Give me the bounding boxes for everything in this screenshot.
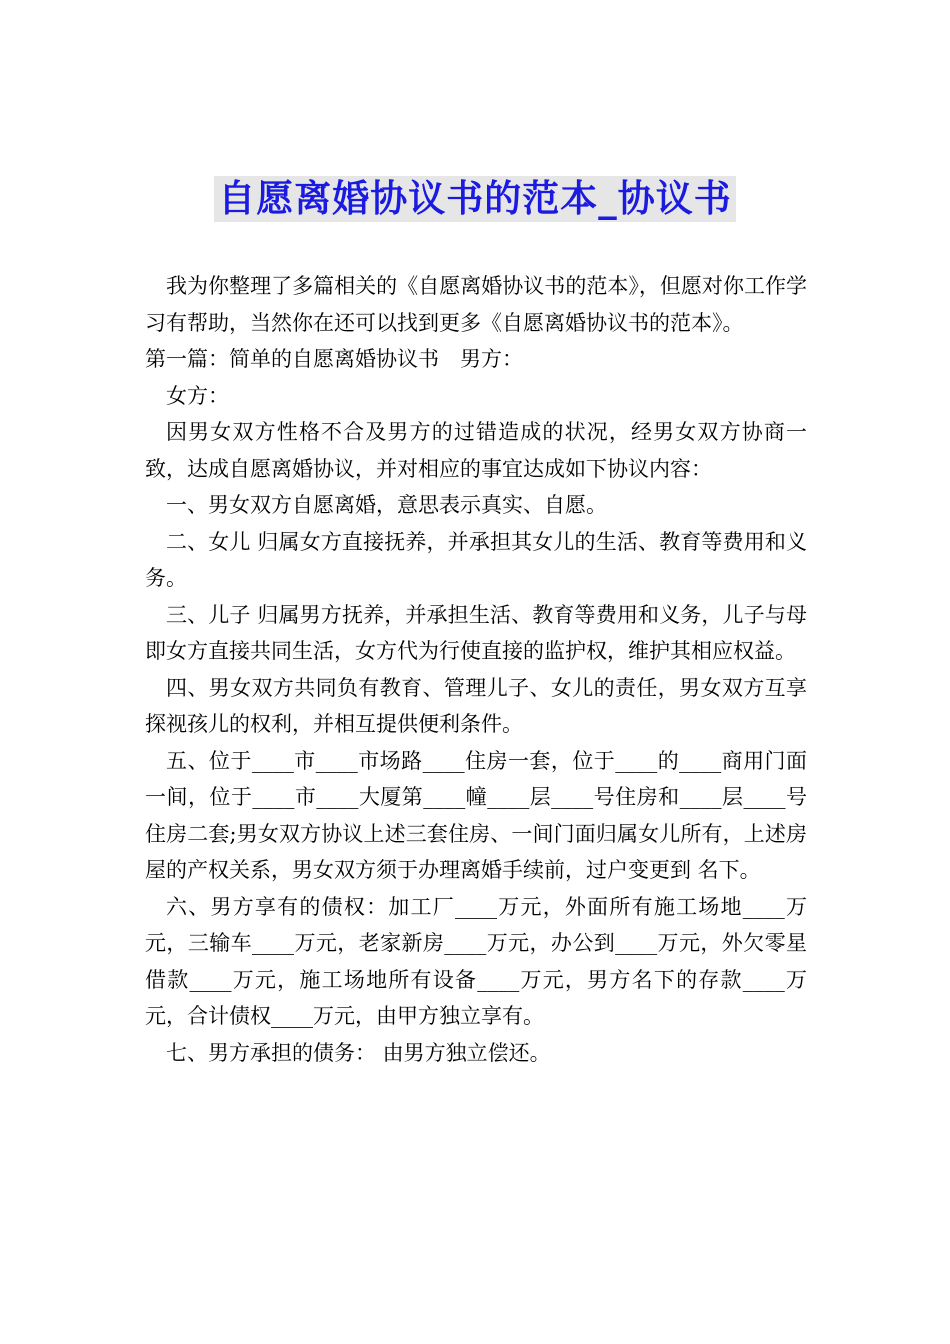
document-body [145, 268, 807, 1071]
paragraph-clause-3: 三、儿子 归属男方抚养，并承担生活、教育等费用和义务，儿子与母即女方直接共同生活，女方代为行使直接的监护权，维护其相应权益。 [145, 602, 807, 663]
paragraph-clause-2: 二、女儿 归属女方直接抚养，并承担其女儿的生活、教育等费用和义务。 [145, 529, 807, 590]
paragraph-clause-4: 四、男女双方共同负有教育、管理儿子、女儿的责任，男女双方互享探视孩儿的权利，并相互提供便利条件。 [145, 675, 807, 736]
paragraph-preamble: 因男女双方性格不合及男方的过错造成的状况，经男女双方协商一致，达成自愿离婚协议，并对相应的事宜达成如下协议内容： [145, 420, 807, 481]
paragraph-female-party: 女方： [166, 383, 229, 408]
paragraph-chapter-one: 第一篇：简单的自愿离婚协议书 男方： [145, 347, 523, 371]
paragraph-clause-6: 六、男方享有的债权：加工厂____万元，外面所有施工场地____万元，三输车____万元，老家新房____万元，办公到____万元，外欠零星借款____万元，施工场地所有设备____万元，男方名下的存款____万元，合计债权____万元，由甲方独立享有。 [145, 894, 807, 1028]
paragraph-clause-1: 一、男女双方自愿离婚，意思表示真实、自愿。 [166, 493, 607, 517]
title-container [0, 176, 950, 222]
document-title: 自愿离婚协议书的范本_协议书 [214, 176, 736, 222]
paragraph-intro: 我为你整理了多篇相关的《自愿离婚协议书的范本》，但愿对你工作学习有帮助，当然你在还可以找到更多《自愿离婚协议书的范本》。 [145, 274, 807, 335]
paragraph-clause-5: 五、位于____市____市场路____住房一套，位于____的____商用门面一间，位于____市____大厦第____幢____层____号住房和____层____号住房二套;男女双方协议上述三套住房、一间门面归属女儿所有，上述房屋的产权关系，男女双方须于办理离婚手续前，过户变更到 名下。 [145, 748, 807, 882]
paragraph-clause-7: 七、男方承担的债务： 由男方独立偿还。 [166, 1040, 551, 1065]
